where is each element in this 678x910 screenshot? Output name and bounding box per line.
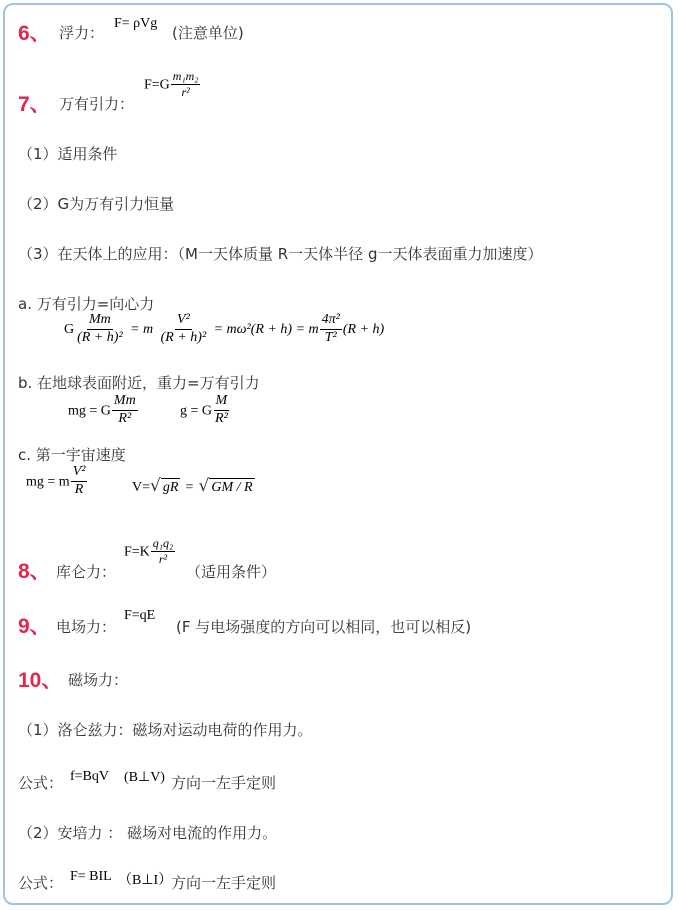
- subitem-b-title: b. 在地球表面附近，重力=万有引力: [18, 374, 260, 392]
- coulomb-numerator: q₁q₂: [152, 536, 174, 550]
- a-frac2-num: V²: [175, 313, 192, 330]
- section-number-7: 7、: [18, 93, 51, 116]
- a-frac2-den: (R + h)²: [160, 329, 207, 345]
- lorentz-condition: (B⊥V): [124, 770, 165, 785]
- coulomb-prefix: F=K: [124, 544, 150, 560]
- gravitation-item-3: （3）在天体上的应用：（M一天体质量 R一天体半径 g一天体表面重力加速度）: [18, 245, 543, 263]
- subitem-c-title: c. 第一宇宙速度: [18, 446, 126, 464]
- b-formula1-prefix: mg = G: [68, 403, 111, 419]
- a-formula-g: G: [64, 322, 75, 338]
- b-formula2-prefix: g = G: [180, 403, 213, 419]
- gravitation-numerator: m₁m₂: [172, 69, 199, 83]
- section-label-electric-force: 电场力：: [56, 618, 117, 636]
- section-number-6: 6、: [18, 22, 51, 45]
- c-formula2-eq: =: [185, 480, 194, 495]
- lorentz-formula-label: 公式：: [18, 774, 64, 792]
- c-formula2-prefix: V=: [132, 480, 151, 495]
- ampere-direction: 方向一左手定则: [171, 874, 277, 892]
- ampere-formula: F= BIL: [70, 869, 112, 884]
- section-number-10: 10、: [18, 669, 63, 692]
- ampere-item: （2）安培力 ： 磁场对电流的作用力。: [18, 824, 278, 842]
- lorentz-item: （1）洛仑兹力：磁场对运动电荷的作用力。: [18, 721, 313, 739]
- gravitation-denominator: r²: [181, 84, 190, 99]
- section-number-8: 8、: [18, 560, 51, 583]
- buoyancy-formula: F= ρVg: [114, 16, 158, 31]
- c-formula2-rad2: GM / R: [211, 479, 253, 495]
- a-frac3-num: 4π²: [320, 313, 342, 330]
- ampere-formula-label: 公式：: [18, 874, 64, 892]
- b-formula1-den: R²: [118, 410, 132, 426]
- section-label-gravitation: 万有引力：: [59, 95, 135, 113]
- b-formula1-num: Mm: [112, 394, 138, 411]
- gravitation-item-1: （1）适用条件: [18, 145, 118, 163]
- section-label-buoyancy: 浮力：: [59, 24, 105, 42]
- a-formula-tail: (R + h): [342, 322, 385, 338]
- b-formula2-den: R²: [215, 410, 228, 426]
- coulomb-note: （适用条件）: [186, 563, 277, 581]
- buoyancy-note: (注意单位): [172, 24, 244, 42]
- subitem-a-formula: [64, 313, 384, 345]
- c-formula1-num: V²: [71, 465, 88, 482]
- c-formula1-den: R: [74, 481, 84, 497]
- sqrt-icon: √: [198, 475, 210, 496]
- c-formula1-prefix: mg = m: [26, 474, 70, 490]
- ampere-condition: （B⊥I）: [118, 873, 173, 888]
- gravitation-fraction: [171, 70, 201, 98]
- electric-force-formula: F=qE: [124, 608, 156, 623]
- coulomb-denominator: r²: [158, 551, 168, 566]
- c-formula2-rad1: gR: [162, 479, 179, 495]
- gravitation-prefix: F=G: [144, 77, 170, 93]
- b-formula2-num: M: [214, 394, 230, 411]
- a-formula-eq1: = m: [130, 322, 154, 338]
- lorentz-direction: 方向一左手定则: [171, 774, 277, 792]
- subitem-c-formula-2: [132, 476, 255, 496]
- a-frac1-num: Mm: [87, 313, 113, 330]
- sqrt-icon: √: [150, 475, 161, 496]
- coulomb-formula: [124, 537, 176, 565]
- lorentz-formula: f=BqV: [70, 769, 110, 784]
- subitem-b-formula-1: [68, 394, 139, 426]
- a-frac3-den: T²: [324, 329, 337, 345]
- section-number-9: 9、: [18, 615, 51, 638]
- section-label-coulomb: 库仑力：: [56, 563, 117, 581]
- subitem-a-title: a. 万有引力=向心力: [18, 295, 155, 313]
- a-frac1-den: (R + h)²: [77, 329, 123, 345]
- subitem-b-formula-2: [180, 394, 231, 426]
- electric-force-note: (F 与电场强度的方向可以相同，也可以相反): [176, 618, 472, 636]
- a-formula-mid: = mω²(R + h) = m: [213, 322, 319, 338]
- gravitation-item-2: （2）G为万有引力恒量: [18, 195, 175, 213]
- gravitation-formula: [144, 70, 201, 98]
- subitem-c-formula-1: [26, 465, 88, 497]
- section-label-magnetic-force: 磁场力：: [68, 671, 129, 689]
